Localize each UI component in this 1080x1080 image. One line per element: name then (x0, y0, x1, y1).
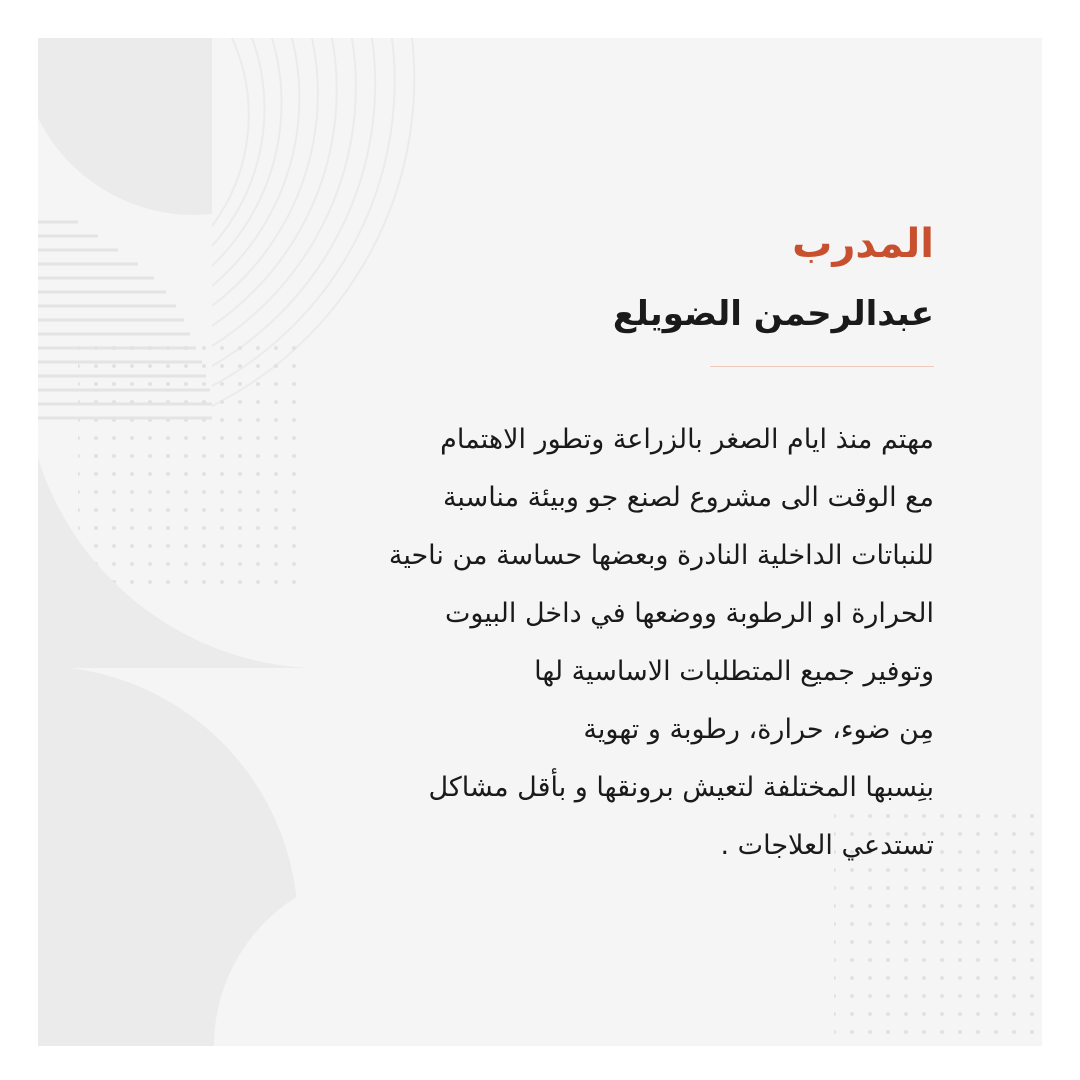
bio-line: بنِسبها المختلفة لتعيش برونقها و بأقل مشاكل (428, 772, 934, 803)
trainer-name: عبدالرحمن الضويلع (612, 294, 934, 334)
top-left-quarter-circle (38, 38, 212, 215)
bio-line: للنباتات الداخلية النادرة وبعضها حساسة من ناحية (388, 540, 934, 571)
bottom-left-block (38, 872, 214, 1046)
bio-line: الحرارة او الرطوبة ووضعها في داخل البيوت (445, 598, 934, 629)
content-card (38, 38, 1042, 1046)
bio-paragraph (174, 411, 934, 875)
bio-line: مهتم منذ ايام الصغر بالزراعة وتطور الاهتمام (440, 424, 934, 455)
bio-line: مع الوقت الى مشروع لصنع جو وبيئة مناسبة (442, 482, 934, 513)
trainer-profile (174, 218, 934, 875)
role-title: المدرب (792, 221, 934, 267)
bio-line: تستدعي العلاجات . (720, 830, 934, 861)
bio-line: مِن ضوء، حرارة، رطوبة و تهوية (583, 714, 934, 745)
title-divider (710, 366, 934, 367)
bio-line: وتوفير جميع المتطلبات الاساسية لها (534, 656, 934, 687)
